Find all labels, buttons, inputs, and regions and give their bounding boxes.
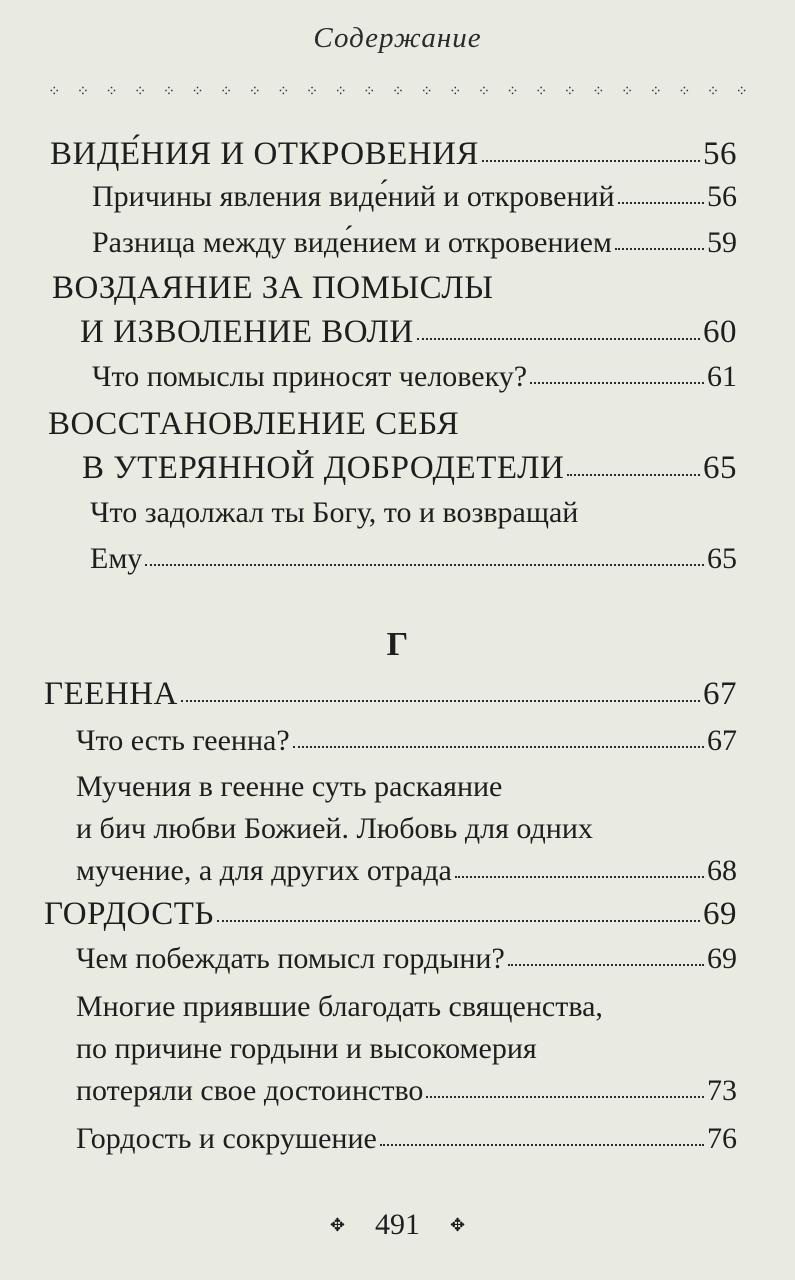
toc-section-entry[interactable] <box>44 678 737 722</box>
toc-subentry[interactable] <box>92 362 737 406</box>
letter-heading: Г <box>386 626 409 663</box>
ornament-glyph: ⁘ <box>706 84 720 100</box>
toc-page-number: 56 <box>707 180 737 213</box>
toc-subentry[interactable] <box>76 726 737 770</box>
ornament-glyph: ⁘ <box>477 84 491 100</box>
toc-entry-title: по причине гордыни и высокомерия <box>76 1032 537 1065</box>
toc-entry-title: ГЕЕННА <box>44 676 178 712</box>
ornament-glyph: ⁘ <box>563 84 577 100</box>
toc-subentry[interactable] <box>92 182 737 226</box>
ornament-glyph: ⁘ <box>735 84 748 100</box>
ornament-glyph: ⁘ <box>391 84 405 100</box>
toc-page-number: 76 <box>707 1122 737 1155</box>
toc-section-entry[interactable] <box>52 272 737 360</box>
toc-entry-title: мучение, а для других отрада <box>76 854 452 887</box>
ornament-glyph: ⁘ <box>334 84 347 100</box>
ornament-glyph: ⁘ <box>448 84 462 100</box>
ornament-glyph: ⁘ <box>305 84 319 100</box>
toc-entry-title: ВОССТАНОВЛЕНИЕ СЕБЯ <box>48 406 460 442</box>
toc-page-number: 69 <box>707 942 737 975</box>
toc-page-number: 73 <box>707 1074 737 1107</box>
dot-leader <box>293 746 704 748</box>
toc-page-number: 60 <box>703 314 737 350</box>
toc-page-number: 59 <box>707 226 737 259</box>
toc-entry-title: Что задолжал ты Богу, то и возвращай <box>90 496 579 529</box>
page-footer <box>0 1208 795 1242</box>
toc-entry-title: ВОЗДАЯНИЕ ЗА ПОМЫСЛЫ <box>52 270 494 306</box>
toc-entry-title: Что есть геенна? <box>76 724 290 757</box>
ornament-glyph: ⁘ <box>277 84 290 100</box>
dot-leader <box>567 474 700 476</box>
dot-leader <box>618 202 704 204</box>
toc-entry-title: и бич любви Божией. Любовь для одних <box>76 812 593 845</box>
toc-entry-title: И ИЗВОЛЕНИЕ ВОЛИ <box>80 314 414 350</box>
toc-entry-title: ВИДЕ́НИЯ И ОТКРОВЕНИЯ <box>50 136 479 172</box>
ornament-glyph: ⁘ <box>191 84 204 100</box>
toc-subentry[interactable] <box>76 1124 737 1168</box>
ornament-glyph: ⁘ <box>420 84 433 100</box>
toc-page-number: 61 <box>707 360 737 393</box>
dot-leader <box>482 160 700 162</box>
toc-page-number: 67 <box>707 724 737 757</box>
toc-page-number: 68 <box>707 854 737 887</box>
toc-entry-title: Чем побеждать помысл гордыни? <box>76 942 505 975</box>
ornament-glyph: ⁘ <box>105 84 118 100</box>
toc-page-number: 67 <box>703 676 737 712</box>
toc-entry-title: Мучения в геенне суть раскаяние <box>76 770 503 803</box>
toc-page-number: 69 <box>703 896 737 932</box>
dot-leader <box>380 1144 704 1146</box>
toc-entry-title: ГОРДОСТЬ <box>44 896 214 932</box>
toc-entry-title: Причины явления виде́ний и откровений <box>92 180 615 213</box>
toc-page-number: 65 <box>703 450 737 486</box>
dot-leader <box>181 700 700 702</box>
toc-page-number: 56 <box>703 136 737 172</box>
page-number: 491 <box>375 1208 420 1241</box>
ornament-glyph: ⁘ <box>506 84 519 100</box>
footer-ornament-left: ✥ <box>329 1214 345 1235</box>
ornament-glyph: ⁘ <box>620 84 634 100</box>
ornament-glyph: ⁘ <box>162 84 176 100</box>
toc-subentry[interactable] <box>90 498 737 590</box>
ornament-glyph: ⁘ <box>534 84 548 100</box>
toc-entry-title: Многие приявшие благодать священства, <box>76 990 603 1023</box>
toc-subentry[interactable] <box>76 992 737 1118</box>
toc-entry-title: Что помыслы приносят человеку? <box>92 360 528 393</box>
ornament-glyph: ⁘ <box>219 84 233 100</box>
toc-entry-title: Гордость и сокрушение <box>76 1122 377 1155</box>
dot-leader <box>426 1096 704 1098</box>
toc-subentry[interactable] <box>76 772 737 898</box>
ornament-glyph: ⁘ <box>248 84 262 100</box>
toc-section-entry[interactable] <box>48 408 737 496</box>
toc-entry-title: В УТЕРЯННОЙ ДОБРОДЕТЕЛИ <box>82 450 565 486</box>
toc-entry-title: Разница между виде́нием и откровением <box>92 226 612 259</box>
toc-section-entry[interactable] <box>50 138 737 182</box>
ornament-glyph: ⁘ <box>76 84 90 100</box>
ornament-glyph: ⁘ <box>592 84 605 100</box>
toc-entry-title: потеряли свое достоинство <box>76 1074 424 1107</box>
ornament-glyph: ⁘ <box>649 84 663 100</box>
ornament-glyph: ⁘ <box>678 84 691 100</box>
dot-leader <box>615 248 704 250</box>
toc-subentry[interactable] <box>92 228 737 272</box>
toc-subentry[interactable] <box>76 944 737 988</box>
toc-entry-title: Ему <box>90 542 143 575</box>
dot-leader <box>417 338 700 340</box>
dot-leader <box>145 564 704 566</box>
footer-ornament-right: ✥ <box>450 1214 466 1235</box>
ornament-glyph: ⁘ <box>133 84 147 100</box>
ornament-glyph: ⁘ <box>48 84 61 100</box>
toc-section-entry[interactable] <box>44 898 737 942</box>
dot-leader <box>217 920 700 922</box>
dot-leader <box>508 964 704 966</box>
dot-leader <box>455 876 704 878</box>
page-title: Содержание <box>313 22 482 54</box>
ornament-glyph: ⁘ <box>363 84 376 100</box>
dot-leader <box>530 382 704 384</box>
toc-page-number: 65 <box>707 542 737 575</box>
